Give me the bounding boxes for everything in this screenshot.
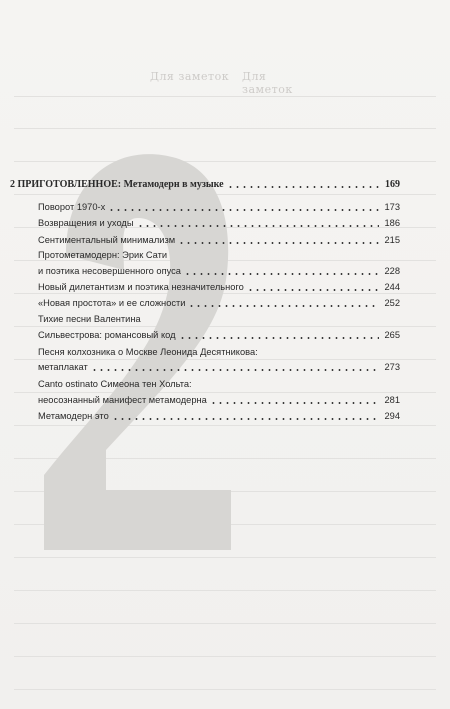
toc-chapter-entry[interactable] (10, 178, 400, 191)
toc-entry[interactable] (38, 329, 400, 342)
entry-title: Сильвестрова: романсовый код (38, 330, 176, 340)
toc-entry[interactable] (38, 201, 400, 214)
entry-title: Поворот 1970-х (38, 202, 106, 212)
toc-entry[interactable] (38, 361, 400, 374)
dot-leader (91, 369, 379, 371)
entry-title: метаплакат (38, 362, 88, 372)
page-number: 244 (384, 282, 400, 292)
entry-title: «Новая простота» и ее сложности (38, 298, 186, 308)
entry-title: Новый дилетантизм и поэтика незначительного (38, 282, 244, 292)
toc-entry[interactable] (38, 281, 400, 294)
page-number: 173 (384, 202, 400, 212)
page-number: 294 (384, 411, 400, 421)
toc-entry[interactable] (38, 217, 400, 230)
dot-leader (178, 242, 379, 244)
dot-leader (179, 337, 379, 339)
page-number: 265 (384, 330, 400, 340)
toc-entry[interactable] (38, 297, 400, 310)
page-number: 273 (384, 362, 400, 372)
toc-entry[interactable] (38, 394, 400, 407)
ghost-text-left: Для заметок (150, 70, 230, 83)
dot-leader (137, 225, 379, 227)
dot-leader (247, 289, 379, 291)
entry-title: и поэтика несовершенного опуса (38, 266, 181, 276)
dot-leader (184, 273, 379, 275)
toc-entry[interactable] (38, 234, 400, 247)
dot-leader (108, 209, 379, 211)
page-number: 186 (384, 218, 400, 228)
entry-title: Сентиментальный минимализм (38, 235, 176, 245)
page-number: 228 (384, 266, 400, 276)
page-number: 169 (385, 179, 400, 190)
entry-title-line: Песня колхозника о Москве Леонида Десятникова: (38, 347, 258, 357)
entry-title-line: Тихие песни Валентина (38, 314, 141, 324)
page-number: 281 (384, 395, 400, 405)
entry-title: неосознанный манифест метамодерна (38, 395, 207, 405)
ghost-text-right: Для заметок (242, 70, 293, 96)
dot-leader (112, 418, 379, 420)
dot-leader (227, 186, 379, 188)
entry-title: Возвращения и уходы (38, 218, 134, 228)
toc-entry[interactable] (38, 410, 400, 423)
page-number: 215 (384, 235, 400, 245)
entry-title-line: Протометамодерн: Эрик Сати (38, 250, 168, 260)
entry-title-line: Canto ostinato Симеона тен Хольта: (38, 379, 192, 389)
toc-entry[interactable] (38, 265, 400, 278)
dot-leader (188, 305, 379, 307)
entry-title: Метамодерн это (38, 411, 109, 421)
chapter-title: 2 ПРИГОТОВЛЕННОЕ: Метамодерн в музыке (10, 179, 224, 190)
page-number: 252 (384, 298, 400, 308)
dot-leader (210, 402, 379, 404)
